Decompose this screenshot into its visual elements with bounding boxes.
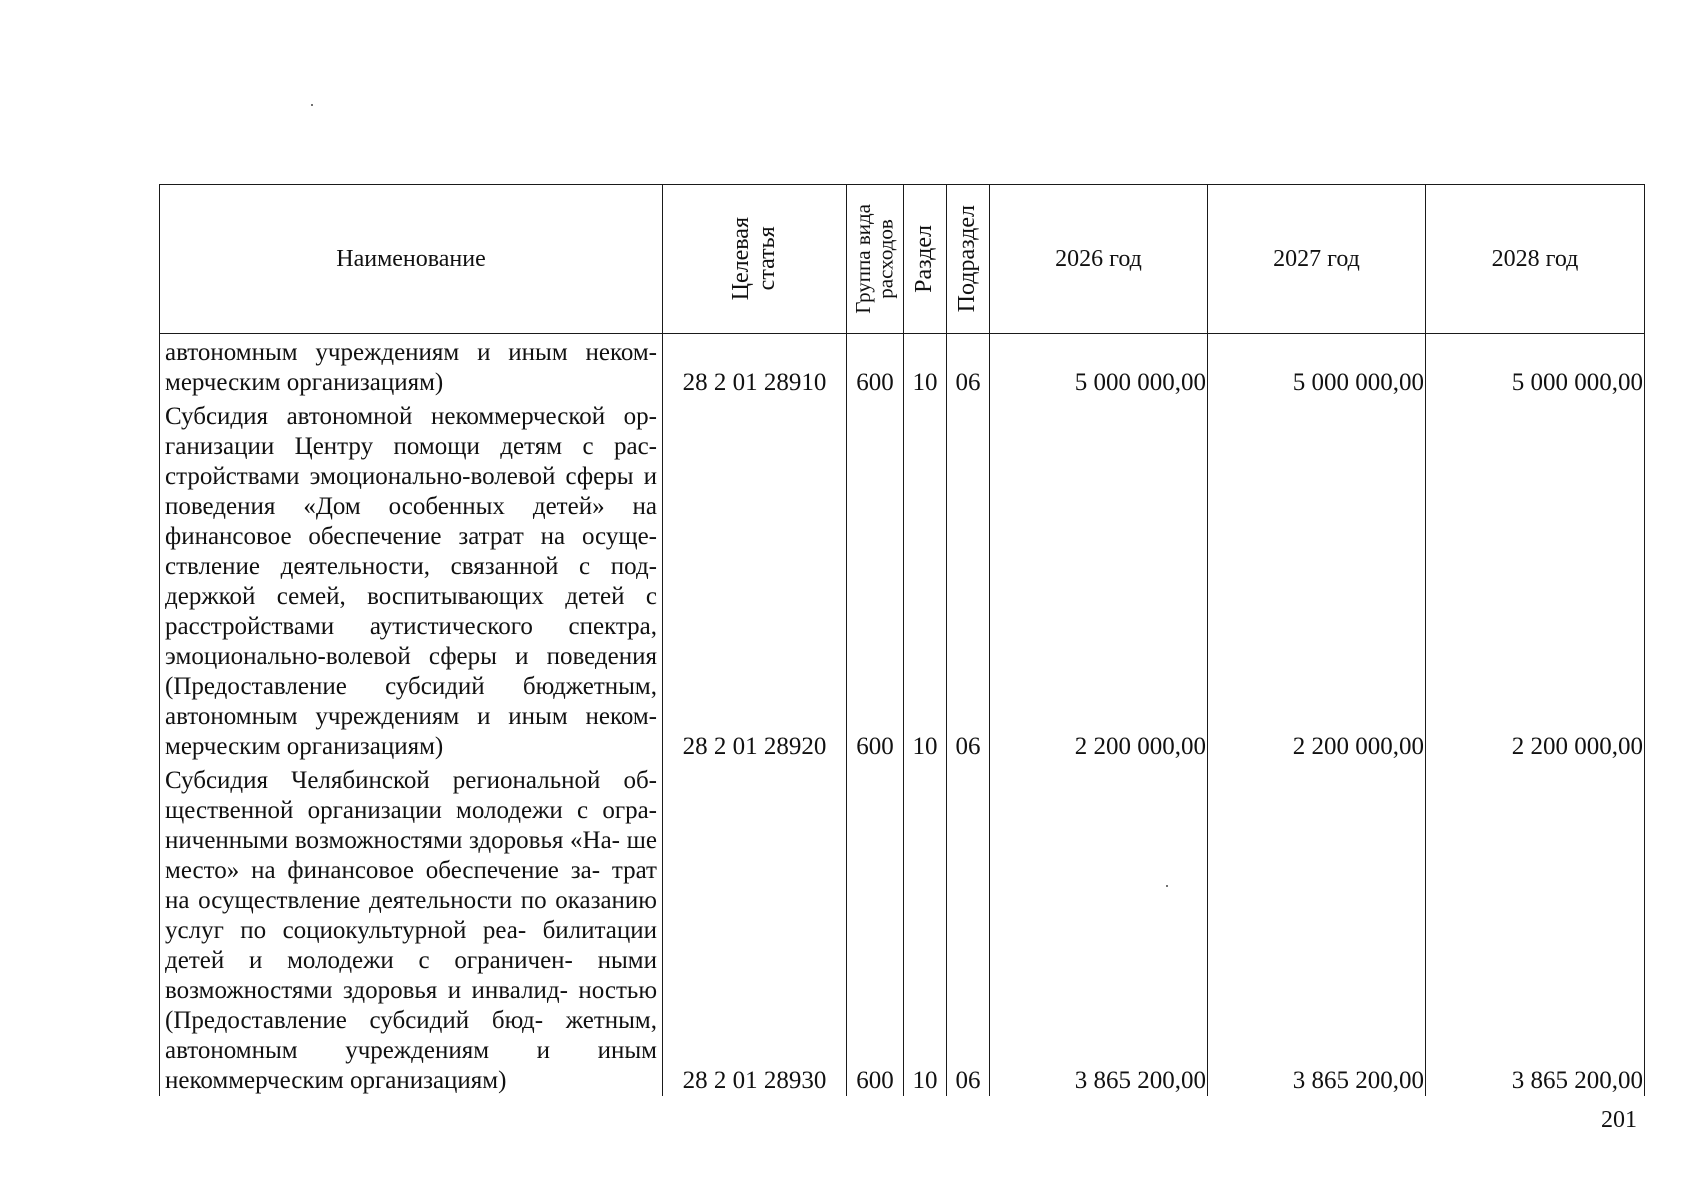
row-expense-group: 600: [847, 398, 904, 762]
header-expense-group: Группа вида расходов: [847, 185, 904, 334]
header-2027: 2027 год: [1208, 185, 1426, 334]
row-value-2028: 5 000 000,00: [1426, 334, 1645, 399]
budget-table: [159, 184, 1645, 1096]
row-target-article: 28 2 01 28920: [663, 398, 847, 762]
row-expense-group: 600: [847, 762, 904, 1096]
row-name: автономным учреждениям и иным неком- мерческим организациям): [160, 334, 663, 399]
row-value-2027: 2 200 000,00: [1208, 398, 1426, 762]
row-value-2028: 3 865 200,00: [1426, 762, 1645, 1096]
row-target-article: 28 2 01 28910: [663, 334, 847, 399]
row-name: Субсидия автономной некоммерческой ор- ганизации Центру помощи детям с рас- стройствами эмоционально-волевой сферы и поведения «Дом особенных детей» на финансовое обеспечение затрат на осуще- ствление деятельности, связанной с под- держкой семей, воспитывающих детей с расстройствами аутистического спектра, эмоционально-волевой сферы и поведения (Предоставление субсидий бюджетным, автономным учреждениям и иным неком- мерческим организациям): [160, 398, 663, 762]
scan-speck: [311, 104, 313, 106]
header-target-article: Целевая статья: [663, 185, 847, 334]
row-section: 10: [904, 398, 947, 762]
table-row: [160, 398, 1645, 762]
table-row: [160, 334, 1645, 399]
row-target-article: 28 2 01 28930: [663, 762, 847, 1096]
header-2028: 2028 год: [1426, 185, 1645, 334]
row-subsection: 06: [947, 334, 990, 399]
row-section: 10: [904, 762, 947, 1096]
budget-table-container: [159, 184, 1644, 1096]
page-number: 201: [1601, 1107, 1637, 1133]
row-subsection: 06: [947, 762, 990, 1096]
row-value-2026: 2 200 000,00: [990, 398, 1208, 762]
header-subsection: Подраздел: [947, 185, 990, 334]
header-section: Раздел: [904, 185, 947, 334]
row-value-2026: 3 865 200,00: [990, 762, 1208, 1096]
row-value-2028: 2 200 000,00: [1426, 398, 1645, 762]
row-value-2027: 5 000 000,00: [1208, 334, 1426, 399]
row-section: 10: [904, 334, 947, 399]
row-name: Субсидия Челябинской региональной об- щественной организации молодежи с огра- ниченными возможностями здоровья «На- ше место» на финансовое обеспечение за- трат на осуществление деятельности по оказанию услуг по социокультурной реа- билитации детей и молодежи с ограничен- ными возможностями здоровья и инвалид- ностью (Предоставление субсидий бюд- жетным, автономным учреждениям и иным некоммерческим организациям): [160, 762, 663, 1096]
row-value-2027: 3 865 200,00: [1208, 762, 1426, 1096]
row-value-2026: 5 000 000,00: [990, 334, 1208, 399]
table-header-row: [160, 185, 1645, 334]
row-expense-group: 600: [847, 334, 904, 399]
row-subsection: 06: [947, 398, 990, 762]
table-row: [160, 762, 1645, 1096]
header-2026: 2026 год: [990, 185, 1208, 334]
header-name: Наименование: [160, 185, 663, 334]
